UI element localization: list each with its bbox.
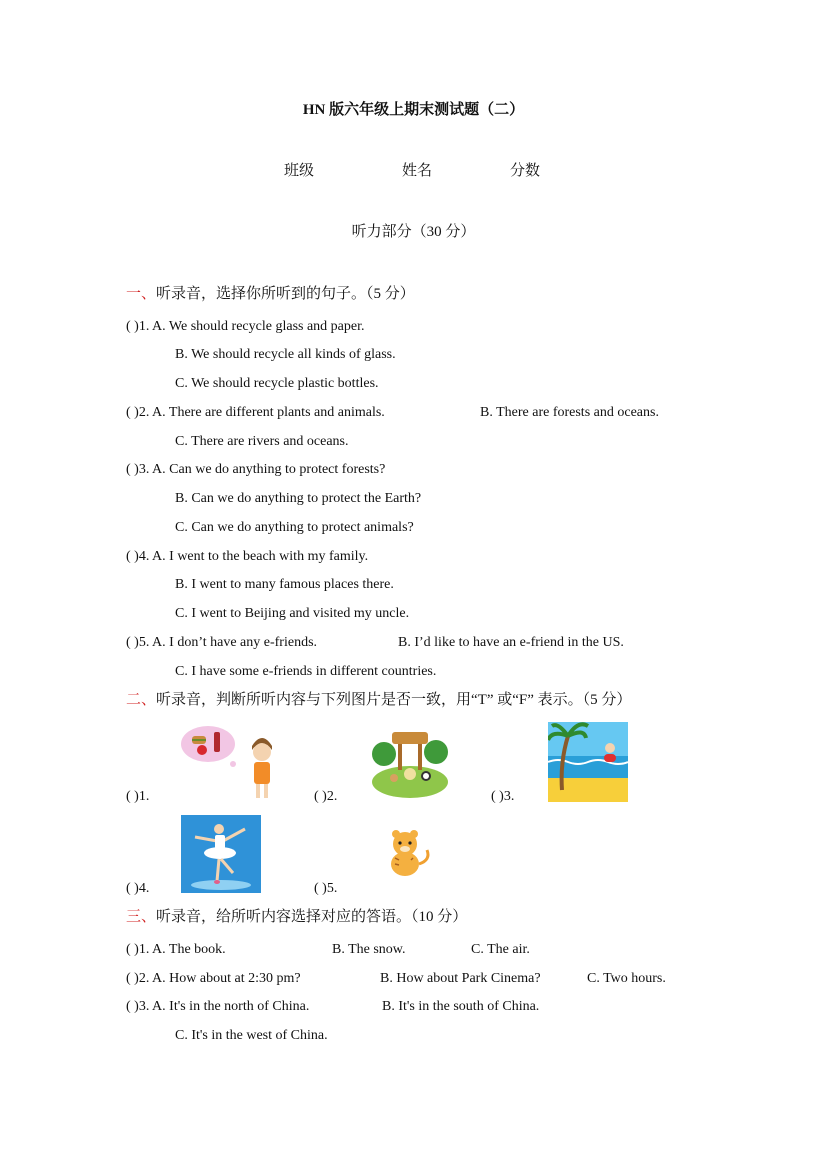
tiger-picture <box>385 828 431 878</box>
section-2-number: 二、 <box>126 692 157 708</box>
s3-q2-a: ( )2. A. How about at 2:30 pm? <box>126 971 301 986</box>
section-3-text: 听录音，给所听内容选择对应的答语。（10 分） <box>156 909 468 925</box>
ballet-dancer-picture <box>181 815 261 893</box>
section-2-text: 听录音，判断所听内容与下列图片是否一致，用“T” 或“F” 表示。（5 分） <box>156 692 632 708</box>
part-heading: 听力部分（30 分） <box>351 224 476 240</box>
s2-item-4: ( )4. <box>126 881 150 896</box>
section-1-text: 听录音，选择你所听到的句子。（5 分） <box>156 286 415 302</box>
s3-q3-c: C. It's in the west of China. <box>175 1028 328 1043</box>
s2-item-1: ( )1. <box>126 789 150 804</box>
name-label: 姓名 <box>402 163 433 179</box>
s1-q1-a: ( )1. A. We should recycle glass and paper. <box>126 319 365 334</box>
s1-q5-b: B. I’d like to have an e-friend in the US. <box>398 635 624 650</box>
section-3-number: 三、 <box>126 909 157 925</box>
class-label: 班级 <box>284 163 315 179</box>
s1-q3-b: B. Can we do anything to protect the Earth? <box>175 491 422 506</box>
s1-q5-a: ( )5. A. I don’t have any e-friends. <box>126 635 318 650</box>
beach-picture <box>548 722 628 802</box>
section-1-heading <box>126 285 415 303</box>
section-1-number: 一、 <box>126 286 157 302</box>
page-title: HN 版六年级上期末测试题（二） <box>302 102 525 118</box>
s1-q2-a: ( )2. A. There are different plants and animals. <box>126 405 385 420</box>
s3-q2-c: C. Two hours. <box>587 971 666 986</box>
s1-q2-b: B. There are forests and oceans. <box>480 405 659 420</box>
s3-q1-c: C. The air. <box>471 942 530 957</box>
girl-food-picture <box>180 722 280 802</box>
zoo-picture <box>370 724 450 800</box>
s1-q2-c: C. There are rivers and oceans. <box>175 434 349 449</box>
score-label: 分数 <box>510 163 541 179</box>
s2-item-3: ( )3. <box>491 789 515 804</box>
s2-item-2: ( )2. <box>314 789 338 804</box>
s3-q3-b: B. It's in the south of China. <box>382 999 540 1014</box>
s3-q1-a: ( )1. A. The book. <box>126 942 226 957</box>
section-2-heading <box>126 691 631 709</box>
s1-q4-b: B. I went to many famous places there. <box>175 577 394 592</box>
s1-q1-b: B. We should recycle all kinds of glass. <box>175 347 396 362</box>
s1-q1-c: C. We should recycle plastic bottles. <box>175 376 379 391</box>
s2-item-5: ( )5. <box>314 881 338 896</box>
s3-q1-b: B. The snow. <box>332 942 406 957</box>
s1-q3-a: ( )3. A. Can we do anything to protect forests? <box>126 462 386 477</box>
s1-q4-a: ( )4. A. I went to the beach with my family. <box>126 549 369 564</box>
s1-q3-c: C. Can we do anything to protect animals? <box>175 520 414 535</box>
section-3-heading <box>126 908 467 926</box>
s1-q5-c: C. I have some e-friends in different countries. <box>175 664 437 679</box>
s1-q4-c: C. I went to Beijing and visited my uncle. <box>175 606 410 621</box>
s3-q2-b: B. How about Park Cinema? <box>380 971 541 986</box>
s3-q3-a: ( )3. A. It's in the north of China. <box>126 999 310 1014</box>
